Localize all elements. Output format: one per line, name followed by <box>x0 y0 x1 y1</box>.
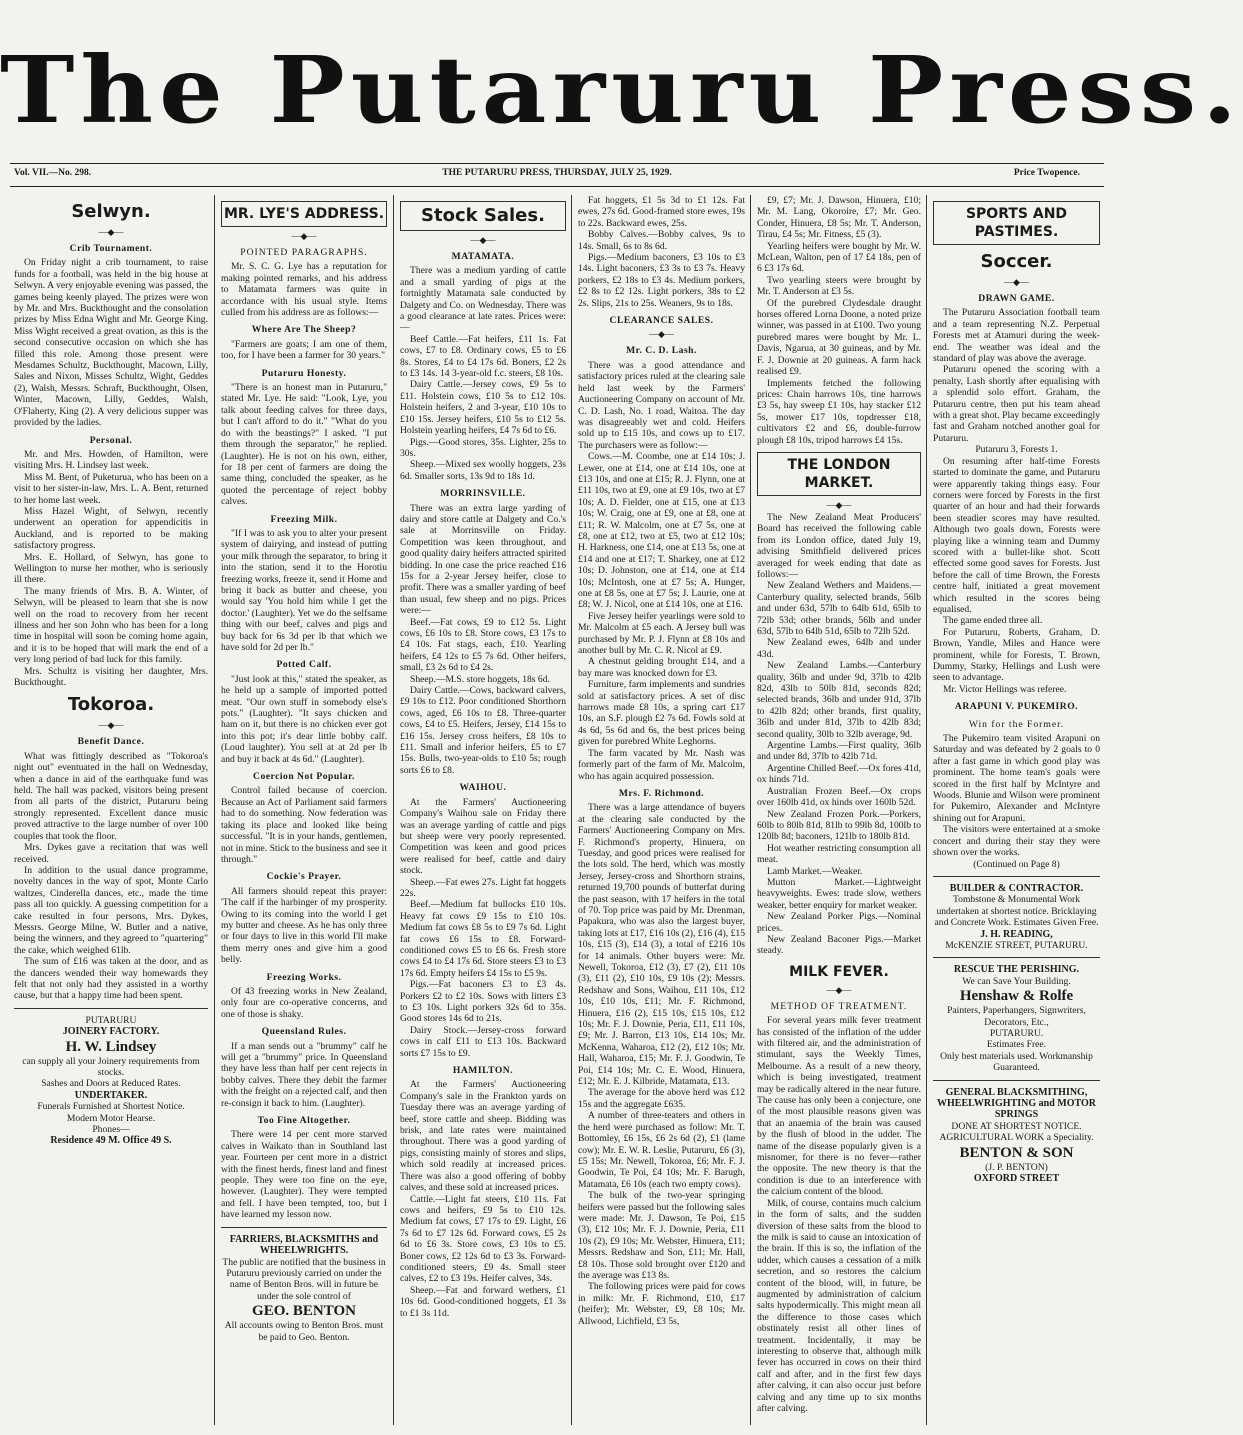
paragraph: There was a large attendance of buyers at the clearing sale conducted by the Farmers' Auctioneering Company on Mrs. F. Richmond's property, Hinuera, on Tuesday, and good prices were realised for the lots sold. The herd, which was mostly Jersey, Jersey-cross and Shorthorn strains, returned 19,700 pounds of butterfat during the past season, with 17 heifers in the total of 70. Top price was paid by Mr. Drenman, Papakura, who was also the largest buyer, taking lots at £17, £16 10s (2), £16 (4), £15 10s, £15 (3), £14 (3), a total of £216 10s for 14 animals. Other buyers were: Mr. Newell, Tokoroa, £12 (3), £7 (2), £11 10s (3), £11 (2), £10 10s, £9 10s (2); Messrs. Redshaw and Sons, Waihou, £11 10s, £12 10s, £10 10s, £11; Mr. F. Richmond, Hinuera, £16 (2), £15 10s, £15 10s, £12 10s; Mr. F. J. Downie, Peria, £11, £11 10s, £9; Mr. J. Barron, £13 10s, £14 10s; Mr. McKenna, Waharoa, £12 (2), £12 10s; Mr. Hall, Waharoa, £15; Mr. F. J. Goodwin, Te Poi, £14 10s; Mr. C. E. Wood, Hinuera, £12; Mr. E. J. Kilbride, Matamata, £13. <box>578 802 745 1088</box>
paragraph: Hot weather restricting consumption all meat. <box>757 842 921 866</box>
headline-london-market: THE LONDON MARKET. <box>757 452 921 496</box>
paragraph: What was fittingly described as "Tokoroa's night out" eventuated in the hall on Wednesday, when a dance in aid of the earthquake fund was held. The hall was packed, visitors being present from all parts of the district, Putaruru being strongly represented. Excellent dance music proved attractive to the large number of over 100 couples that took the floor. <box>14 750 208 842</box>
subhead: Benefit Dance. <box>77 736 145 748</box>
paragraph: The visitors were entertained at a smoke concert and during their stay they were shown over the works. <box>933 824 1100 859</box>
subhead: Mr. C. D. Lash. <box>626 345 697 357</box>
ad-line: McKENZIE STREET, PUTARURU. <box>945 939 1088 951</box>
paragraph: Sheep.—Mixed sex woolly hoggets, 23s 6d. Smaller sorts, 13s 9d to 18s 1d. <box>400 459 566 482</box>
paragraph: Pigs.—Medium baconers, £3 10s to £3 14s. Light baconers, £3 3s to £3 7s. Heavy porkers, £2 18s to £3 4s. Medium porkers, £2 8s to £2 12s. Light porkers, 38s to £2 2s. Slips, 21s to 25s. Weaners, 9s to 18s. <box>578 252 745 309</box>
paragraph: There was a medium yarding of cattle and a small yarding of pigs at the fortnightly Matamata sale conducted by Dalgety and Co. on Wednesday. There was a good clearance at late rates. Prices were:— <box>400 265 566 334</box>
headline-soccer: Soccer. <box>980 251 1053 272</box>
column-divider <box>926 195 927 1425</box>
ad-line: RESCUE THE PERISHING. <box>953 964 1080 976</box>
ad-divider <box>933 876 1100 877</box>
paragraph: Mr. and Mrs. Howden, of Hamilton, were visiting Mrs. H. Lindsey last week. <box>14 448 208 472</box>
divider-ornament: —◆— <box>1004 277 1029 287</box>
paragraph: The game ended three all. <box>943 615 1043 627</box>
dateline <box>14 168 1100 182</box>
paragraph: Putaruru 3, Forests 1. <box>975 444 1058 456</box>
subhead: MORRINSVILLE. <box>440 488 526 500</box>
subhead: METHOD OF TREATMENT. <box>770 1000 908 1012</box>
paragraph: There was a good attendance and satisfactory prices ruled at the clearing sale held last week by the Farmers' Auctioneering Company on account of Mr. C. D. Lash, No. 1 road, Waitoa. The day was disagreeably wet and cold. Heifers sold up to £15 10s, and cows up to £17. The purchasers were as follow:— <box>578 359 745 451</box>
paragraph: There was an extra large yarding of dairy and store cattle at Dalgety and Co.'s sale at Morrinsville on Friday. Competition was keen throughout, and good quality dairy heifers attracted spirited bidding. In one case the price reached £16 15s for a 2-year Jersey heifer, close to profit. There was a smaller yarding of beef than usual, few sheep and no pigs. Prices were:— <box>400 502 566 617</box>
paragraph: Cows.—M. Coombe, one at £14 10s; J. Lewer, one at £14, one at £14 10s, one at £13 10s, and one at £15; R. J. Flynn, one at £11 10s, two at £9, one at £9 10s, two at £7 10s; A. D. Fielder, one at £15, one at £13 10s; W. Craig, one at £9, one at £8, one at £11; R. W. Malcolm, one at £7 5s, one at £8, one at £12, two at £5, two at £12 10s; H. Harkness, one £14, one at £13 5s, one at £14 and one at £17; T. Sharkey, one at £12 10s; D. Johnston, one at £14, one at £14 10s; McIntosh, one at £7 5s; A. Hunger, one at £8 5s, one at £7 5s; J. Laurie, one at £8; W. J. Nicol, one at £14 10s, one at £16. <box>578 451 745 611</box>
ad-line: (J. P. BENTON) <box>985 1161 1048 1173</box>
paragraph: The many friends of Mrs. B. A. Winter, of Selwyn, will be pleased to learn that she is now well on the road to recovery from her recent illness and her son John who has been for a long time in hospital will soon be coming home again, and it is to be hoped that will mark the end of a very long period of bad luck for this family. <box>14 585 208 666</box>
paragraph: Sheep.—Fat ewes 27s. Light fat hoggets 22s. <box>400 876 566 899</box>
paragraph: The Putaruru Association football team and a team representing N.Z. Perpetual Forests met at Atamuri during the week-end. The weather was ideal and the standard of play was above the average. <box>933 307 1100 365</box>
divider-ornament: —◆— <box>826 499 852 510</box>
subhead: Cockie's Prayer. <box>266 871 342 883</box>
subhead: Coercion Not Popular. <box>253 771 355 783</box>
paragraph: New Zealand Wethers and Maidens.—Canterbury quality, selected brands, 56lb and under 63d, 57lb to 64lb 61d, 65lb to 72lb 53d; other brands, 56lb and under 63d, 57lb to 64lb 51d, 65lb to 72lb 52d. <box>757 580 921 637</box>
paragraph: Five Jersey heifer yearlings were sold to Mr. Malcolm at £5 each. A Jersey bull was purchased by Mr. P. J. Flynn at £8 10s and another bull by Mr. C. R. Nicol at £9. <box>578 610 745 657</box>
divider-ornament: —◆— <box>826 984 852 995</box>
ad-line: GENERAL BLACKSMITHING, WHEELWRIGHTING and MOTOR SPRINGS <box>937 1086 1096 1121</box>
ad-name: Henshaw & Rolfe <box>959 988 1074 1005</box>
paragraph: Implements fetched the following prices: Chain harrows 10s, tine harrows £3 5s, hay sweep £1 10s, hay stacker £12 5s, mower £17 10s, topdresser £18, cultivators £2 and £6, double-furrow plough £8 10s, tripod harrows £4 15s. <box>757 377 921 446</box>
paragraph: "Just look at this," stated the speaker, as he held up a sample of imported potted meat. "Our own stuff in somebody else's pots." (Laughter). "It says chicken and ham on it, but there is no chicken ever got into this pot; it's dear little bobby calf. (Loud laughter). You sell at at 2d per lb and buy it back at 4s 6d." (Laughter). <box>221 673 387 765</box>
paragraph: £9, £7; Mr. J. Dawson, Hinuera, £10; Mr. M. Lang, Okoroire, £7; Mr. Geo. Conder, Hinuera, £8 5s; Mr. T. Anderson, Tirau, £4 5s; Mr. Fitness, £5 (3). <box>757 195 921 241</box>
masthead-title: The Putaruru Press. <box>0 35 1243 145</box>
subhead: Personal. <box>89 434 133 446</box>
ad-line: Residence 49 M. Office 49 S. <box>50 1135 172 1147</box>
paragraph: A chestnut gelding brought £14, and a bay mare was knocked down for £3. <box>578 656 745 679</box>
subhead: WAIHOU. <box>459 782 507 794</box>
subhead: Where Are The Sheep? <box>251 324 357 336</box>
issue-date: THE PUTARURU PRESS, THURSDAY, JULY 25, 1929. <box>442 168 672 178</box>
paragraph: "Farmers are goats; I am one of them, too, for I have been a farmer for 30 years." <box>221 338 387 362</box>
ad-line: J. H. READING, <box>980 928 1053 940</box>
paragraph: For several years milk fever treatment has consisted of the inflation of the udder with filtered air, and the administration of stimulant, says the Weekly Times, Melbourne. As a result of a new theory, which is being investigated, treatment may be radically altered in the near future. The cause has only been a conjecture, one of the most plausible reasons given was that an anaemia of the brain was caused by the flush of blood in the udder. The name of the disease popularly given is a misnomer, for there is no fever—rather the opposite. The new theory is that the condition is due to an interference with the calcium content of the blood. <box>757 1015 921 1198</box>
paragraph: A number of three-teaters and others in the herd were purchased as follow: Mr. T. Bottomley, £6 15s, £6 2s 6d (2), £1 (lame cow); Mr. E. W. R. Leslie, Putaruru, £6 (3), £5 15s; Mr. Newell, Tokoroa, £6; Mr. F. J. Goodwin, Te Poi, £4 10s; Mr. F. Barugh, Matamata, £6 10s (each two empty cows). <box>578 1110 745 1190</box>
paragraph: Argentine Chilled Beef.—Ox fores 41d, ox hinds 71d. <box>757 762 921 786</box>
paragraph: Sheep.—M.S. store hoggets, 18s 6d. <box>410 673 550 685</box>
paragraph: Pigs.—Fat baconers £3 to £3 4s. Porkers £2 to £2 10s. Sows with litters £3 to £3 10s. Light porkers 32s 6d to 35s. Good stores 14s 6d to 21s. <box>400 979 566 1025</box>
divider-ornament: —◆— <box>98 720 124 731</box>
top-rule <box>10 163 1104 164</box>
subhead: Freezing Milk. <box>270 513 338 525</box>
header-rule <box>10 186 1104 187</box>
subhead: Putaruru Honesty. <box>261 367 347 379</box>
advertisement-lindsey <box>14 1015 208 1147</box>
paragraph: "There is an honest man in Putaruru," stated Mr. Lye. He said: "Look, Lye, you talk about feeding calves for three days, but I can't afford to do it." "What do you do with the beastings?" I asked. "I put them through the separator," he replied. (Laughter). He is not on his own, either, for 18 per cent of farmers are doing the same thing, concluded the speaker, as he quoted the percentage of reject bobby calves. <box>221 382 387 508</box>
divider-ornament: —◆— <box>470 235 496 245</box>
paragraph: Mrs. Dykes gave a recitation that was well received. <box>14 842 208 865</box>
paragraph: Furniture, farm implements and sundries sold at satisfactory prices. A set of disc harrows made £8 10s, a spring cart £17 10s, an S.F. plough £2 7s 6d. Fowls sold at 4s 6d, 5s 6d and 6s, the best prices being given for purebred White Leghorns. <box>578 679 745 748</box>
paragraph: Lamb Market.—Weaker. <box>767 865 863 877</box>
headline-lyes-address: MR. LYE'S ADDRESS. <box>221 201 387 227</box>
ad-line: Estimates Free. <box>986 1039 1047 1051</box>
paragraph: The New Zealand Meat Producers' Board has received the following cable from its London office, dated July 19, advising Smithfield delivered prices averaged for week ending that date as follows:— <box>757 511 921 580</box>
column-2 <box>221 195 387 1425</box>
ad-line: UNDERTAKER. <box>74 1089 148 1101</box>
paragraph: Miss M. Bent, of Puketurua, who has been on a visit to her sister-in-law, Mrs. L. A. Bent, returned to her home last week. <box>14 471 208 506</box>
subhead: Crib Tournament. <box>69 243 153 254</box>
paragraph: Miss Hazel Wight, of Selwyn, recently underwent an operation for appendicitis in Auckland, and is reported to be making satisfactory progress. <box>14 505 208 552</box>
subhead: HAMILTON. <box>452 1065 514 1077</box>
ad-line: The public are notified that the business in Putaruru previously carried on under the name of Benton Bros. will in future be under the sole control of <box>222 1256 386 1302</box>
subhead: MATAMATA. <box>451 251 515 262</box>
column-divider <box>214 195 215 1425</box>
ad-name: H. W. Lindsey <box>65 1038 157 1055</box>
paragraph: On Friday night a crib tournament, to raise funds for a football, was held in the big house at Selwyn. A very enjoyable evening was passed, the games being keenly played. The prizes were won by Mr. and Mrs. Buckthought and the consolation prizes by Miss Edna Wight and Mr. George King. Miss Wight received a great ovation, as this is the second consecutive occasion on which she has filled this role. Among those present were Mesdames Schultz, Buckthought, Macown, Lilly, Sales and Nixon, Misses Schultz, Wight, Geddes (2), Walsh, Messrs. Schraft, Buckthought, Olsen, Winter, Macown, Lilly, Geddes, Walsh, O'Flaherty, King (2). A very delicious supper was provided by the ladies. <box>14 257 208 429</box>
divider-ornament: —◆— <box>649 329 674 340</box>
ad-line: JOINERY FACTORY. <box>62 1026 160 1038</box>
paragraph: Pigs.—Good stores, 35s. Lighter, 25s to 30s. <box>400 436 566 459</box>
ad-line: Painters, Paperhangers, Signwriters, Decorators, Etc., <box>947 1005 1086 1028</box>
paragraph: On resuming after half-time Forests started to dominate the game, and Putaruru were apparently taking things easy. Four corners were forced by Forests in the first quarter of an hour and had their forwards been steadier scores may have resulted. Although two goals down, Forests were playing like a winning team and Dummy scored with a bullet-like shot. Scott effected some good saves for Forests. Just before the call of time Brown, the Forests centre half, initiated a great movement which resulted in the scores being equalised. <box>933 455 1100 615</box>
paragraph: The sum of £16 was taken at the door, and as the dancers wended their way homewards they felt that not only had they assisted in a worthy cause, but that a happy time had been spent. <box>14 956 208 1002</box>
subhead: ARAPUNI V. PUKEMIRO. <box>954 701 1079 713</box>
ad-name: GEO. BENTON <box>252 1303 356 1320</box>
ad-name: BENTON & SON <box>959 1144 1074 1161</box>
advertisement-benton <box>221 1234 387 1343</box>
paragraph: At the Farmers' Auctioneering Company's Waihou sale on Friday there was an average yarding of cattle and pigs but sheep were very poorly represented. Competition was keen and good prices were realised for beef, cattle and dairy stock. <box>400 796 566 877</box>
price: Price Twopence. <box>1013 168 1080 178</box>
paragraph: Dairy Cattle.—Jersey cows, £9 5s to £11. Holstein cows, £10 5s to £12 10s. Holstein heifers, 2 and 3-year, £10 10s to £10 15s. Jersey heifers, £10 5s to £12 5s. Holstein yearling heifers, £4 7s 6d to £6. <box>400 379 566 437</box>
ad-line: PUTARURU <box>85 1014 137 1026</box>
ad-line: Phones— <box>92 1124 130 1136</box>
paragraph: Sheep.—Fat and forward wethers, £1 10s 6d. Good-conditioned hoggets, £1 3s to £1 3s 11d. <box>400 1284 566 1319</box>
subhead: Mrs. F. Richmond. <box>618 787 705 799</box>
paragraph: The Pukemiro team visited Arapuni on Saturday and was defeated by 2 goals to 0 after a fast game in which good play was prominent. The home team's goals were scored in the first half by McIntyre and Woods. Blunie and Wilson were prominent for Pukemiro, Alexander and McIntyre shining out for Arapuni. <box>933 733 1100 824</box>
ad-line: Funerals Furnished at Shortest Notice. <box>37 1101 185 1113</box>
ad-line: We can Save Your Building. <box>962 975 1071 987</box>
paragraph: Two yearling steers were brought by Mr. T. Anderson at £3 5s. <box>757 274 921 298</box>
ad-line: All accounts owing to Benton Bros. must be paid to Geo. Benton. <box>224 1320 384 1343</box>
paragraph: Control failed because of coercion. Because an Act of Parliament said farmers had to do something. Now federation was taking its place and looked like being successful. "It is in your hands, gentlemen, not in mine. Stick to the business and see it through." <box>221 785 387 865</box>
column-3 <box>400 195 566 1425</box>
divider-ornament: —◆— <box>98 227 124 237</box>
ad-line: PUTARURU. <box>989 1027 1044 1039</box>
paragraph: If a man sends out a "brummy" calf he will get a "brummy" price. In Queensland they have less than half per cent rejects in bobby calves. There they debit the farmer with the freight on a rejected calf, and then re-consign it back to him. (Laughter). <box>221 1040 387 1109</box>
paragraph: New Zealand Frozen Pork.—Porkers, 60lb to 80lb 81d, 81lb to 99lb 8d, 100lb to 120lb 8d; baconers, 121lb to 180lb 81d. <box>757 808 921 843</box>
paragraph: In addition to the usual dance programme, novelty dances in the way of spot, Monte Carlo waltzes, Cinderella dances, etc., made the time pass all too quickly. A guessing competition for a cake resulted in four persons, Mrs. Dykes, Messrs. George Milne, W. Butler and a native, being the winners, and they agreed to "quartering" the cake, which weighed 61lb. <box>14 864 208 956</box>
paragraph: Of the purebred Clydesdale draught horses offered Lorna Doone, a noted prize winner, was passed in at £100. Two young purebred mares were bought by Mr. L. Davis, Ngarua, at 30 guineas, and by Mr. F. J. Downie at 20 guineas. A farm hack realised £9. <box>757 297 921 378</box>
advertisement-reading <box>933 883 1100 951</box>
headline-selwyn: Selwyn. <box>71 201 151 222</box>
paragraph: New Zealand Porker Pigs.—Nominal prices. <box>757 911 921 934</box>
paragraph: Beef Cattle.—Fat heifers, £11 1s. Fat cows, £7 to £8. Ordinary cows, £5 to £6 8s. Stores, £4 to £4 17s 6d. Boners, £2 2s to £3 14s. 14 3-year-old f.c. steers, £8 10s. <box>400 333 566 380</box>
subhead: Freezing Works. <box>266 971 342 983</box>
paragraph: Mrs. E. Hollard, of Selwyn, has gone to Wellington to nurse her mother, who is seriously ill there. <box>14 551 208 586</box>
column-divider <box>571 195 572 1425</box>
masthead <box>0 30 1243 150</box>
headline-tokoroa: Tokoroa. <box>67 694 155 716</box>
column-6 <box>933 195 1100 1425</box>
column-5 <box>757 195 921 1425</box>
subhead: Queensland Rules. <box>261 1026 347 1038</box>
paragraph: "If I was to ask you to alter your present system of dairying, and instead of putting your milk through the separator, to bring it into the station, send it to the Horotiu freezing works, freeze it, send it Home and bring it back as butter and cheese, you would say 'You hold him while I get the doctor.' (Laughter). Yet we do the selfsame thing with our beef, calves and pigs and buy back for 6s 3d per lb that which we have sold for 2d per lb." <box>221 527 387 653</box>
paragraph: Mrs. Schultz is visiting her daughter, Mrs. Buckthought. <box>14 665 208 689</box>
paragraph: New Zealand Lambs.—Canterbury quality, 36lb and under 9d, 37lb to 42lb 82d, 43lb to 50lb 81d, seconds 82d; selected brands, 36lb and under 91d, 37lb to 42lb 82d; other brands, first quality, 36lb and under 81d, 37lb to 42lb 83d; second quality, 30lb to 32lb average, 9d. <box>757 660 921 740</box>
paragraph: Milk, of course, contains much calcium in the form of salts, and the sudden diversion of these salts from the blood to the milk is said to cause an intoxication of the brain. If this is so, the inflation of the udder, which causes a cessation of a milk secretion, and so restores the calcium content of the blood, will, in future, be augmented by administration of calcium salts hypodermically. This might mean all the difference to those cases which obstinately resist all other lines of treatment. Incidentally, it may be interesting to observe that, although milk fever has occurred in cows on their third calf and after, and in the first few days after calving, it can also occur just before calving and any time up to six months after calving. <box>757 1197 921 1414</box>
paragraph: Dairy Stock.—Jersey-cross forward cows in calf £11 to £13 10s. Backward sorts £7 15s to £9. <box>400 1024 566 1059</box>
paragraph: Of 43 freezing works in New Zealand, only four are co-operative concerns, and one of those is shaky. <box>221 985 387 1020</box>
divider-ornament: —◆— <box>291 231 317 241</box>
headline-stock-sales: Stock Sales. <box>400 201 566 231</box>
paragraph: Bobby Calves.—Bobby calves, 9s to 14s. Small, 6s to 8s 6d. <box>578 229 745 252</box>
ad-line: BUILDER & CONTRACTOR. <box>949 882 1084 894</box>
paragraph: New Zealand Baconer Pigs.—Market steady. <box>757 933 921 957</box>
subhead: Win for the Former. <box>968 718 1065 730</box>
paragraph: Mr. Victor Hellings was referee. <box>943 683 1067 695</box>
ad-line: Sashes and Doors at Reduced Rates. <box>41 1078 181 1090</box>
headline-sports: SPORTS AND PASTIMES. <box>933 201 1100 245</box>
paragraph: There were 14 per cent more starved calves in Waikato than in Southland last year. Fourteen per cent more in a district with the finest herds, finest land and finest people. They were too fine on the eye, however. (Laughter). They were tempted and fell. I have been tempted, too, but I have learned my lesson now. <box>221 1129 387 1221</box>
column-1 <box>14 195 208 1425</box>
ad-divider <box>933 1080 1100 1081</box>
paragraph: The farm vacated by Mr. Nash was formerly part of the farm of Mr. Malcolm, who has again acquired possession. <box>578 747 745 782</box>
ad-line: DONE AT SHORTEST NOTICE. AGRICULTURAL WORK a Speciality. <box>939 1120 1094 1144</box>
headline-milk-fever: MILK FEVER. <box>789 963 889 980</box>
continued-note: (Continued on Page 8) <box>973 858 1060 870</box>
column-4 <box>578 195 745 1425</box>
subhead: POINTED PARAGRAPHS. <box>240 247 368 258</box>
paragraph: The following prices were paid for cows in milk: Mr. F. Richmond, £10, £17 (heifer); Mr. Webster, £9, £8 10s; Mr. Allwood, Lichfield, £3 5s, <box>578 1281 745 1327</box>
paragraph: Fat hoggets, £1 5s 3d to £1 12s. Fat ewes, 27s 6d. Good-framed store ewes, 19s to 22s. Backward ewes, 25s. <box>578 195 745 229</box>
volume-number: Vol. VII.—No. 298. <box>14 168 92 178</box>
column-divider <box>750 195 751 1425</box>
subhead: DRAWN GAME. <box>978 293 1055 304</box>
paragraph: Putaruru opened the scoring with a penalty, Lash shortly after equalising with a splendid solo effort. Graham, the Putaruru centre, then put his team ahead with a great shot. Play became exceedingly fast and Graham notched another goal for Putaruru. <box>933 364 1100 444</box>
paragraph: For Putaruru, Roberts, Graham, D. Brown, Yandle, Miles and Hance were prominent, while for Forests, T. Brown, Dummy, Starky, Hellings and Lush were seen to advantage. <box>933 626 1100 684</box>
paragraph: Beef.—Medium fat bullocks £10 10s. Heavy fat cows £9 15s to £10 10s. Medium fat cows £8 5s to £9 7s 6d. Light fat cows £6 15s to £8. Forward-conditioned cows £5 to £6 6s. Fresh store cows £4 to £4 17s 6d. Store steers £3 to £3 17s 6d. Empty heifers £4 15s to £5 9s. <box>400 899 566 979</box>
ad-line: Modern Motor Hearse. <box>66 1112 156 1124</box>
ad-line: FARRIERS, BLACKSMITHS and WHEELWRIGHTS. <box>229 1233 379 1257</box>
ad-divider <box>933 957 1100 958</box>
paragraph: New Zealand ewes, 64lb and under 43d. <box>757 637 921 660</box>
subhead: Too Fine Altogether. <box>257 1115 351 1127</box>
advertisement-henshaw-rolfe <box>933 964 1100 1073</box>
column-divider <box>393 195 394 1425</box>
paragraph: At the Farmers' Auctioneering Company's sale in the Frankton yards on Tuesday there was an average yarding of beef, store cattle and sheep. Bidding was brisk, and late rates were maintained throughout. There was a good yarding of pigs, consisting mainly of stores and slips, which sold readily at increased prices. There was also a good offering of bobby calves, and these sold at increased prices. <box>400 1079 566 1194</box>
paragraph: Cattle.—Light fat steers, £10 11s. Fat cows and heifers, £9 5s to £10 12s. Medium fat cows, £7 17s to £9. Light, £6 7s 6d to £7 12s 6d. Forward cows, £5 2s 6d to £6 3s. Store cows, £3 10s to £5. Boner cows, £2 12s 6d to £3 3s. Forward-conditioned steers, £9 4s. Small steer calves, £2 to £3 19s. Heifer calves, 34s. <box>400 1193 566 1285</box>
paragraph: Argentine Lambs.—First quality, 36lb and under 8d, 37lb to 42lb 71d. <box>757 740 921 763</box>
ad-line: Only best materials used. Workmanship Guaranteed. <box>940 1050 1093 1074</box>
ad-divider <box>221 1227 387 1228</box>
paragraph: Mutton Market.—Lightweight heavyweights. Ewes: trade slow, wethers weaker, better enquiry for market weaker. <box>757 876 921 911</box>
advertisement-benton-son <box>933 1087 1100 1185</box>
ad-line: can supply all your Joinery requirements from stocks. <box>22 1055 200 1078</box>
subhead: CLEARANCE SALES. <box>609 315 714 327</box>
paragraph: Australian Frozen Beef.—Ox crops over 160lb 41d, ox hinds over 160lb 52d. <box>757 785 921 809</box>
paragraph: The average for the above herd was £12 15s and the aggregate £635. <box>578 1087 745 1110</box>
paragraph: Mr. S. C. G. Lye has a reputation for making pointed remarks, and his address to Matamata farmers was quite in accordance with his usual style. Items culled from his address are as follows:— <box>221 261 387 319</box>
paragraph: Dairy Cattle.—Cows, backward calvers, £9 10s to £12. Poor conditioned Shorthorn cows, aged, £6 10s to £8. Three-quarter cows, £4 to £5. Heifers, Jersey, £14 15s to £16 15s. Jersey cross heifers, £8 10s to £11. Small and inferior heifers, £5 to £7 15s. Bulls, two-year-olds to £10 5s; rough sorts £6 to £8. <box>400 685 566 776</box>
paragraph: Yearling heifers were bought by Mr. W. McLean, Walton, pen of 17 £4 18s, pen of 6 £3 17s 6d. <box>757 240 921 275</box>
ad-line: OXFORD STREET <box>973 1173 1060 1185</box>
paragraph: All farmers should repeat this prayer: 'The calf if the harbinger of my prosperity. Owing to its coming into the world I get my butter and cheese. As he has only three or four days to live in this world I'll make them merry ones and give him a good belly. <box>221 885 387 966</box>
ad-line: Tombstone & Monumental Work undertaken at shortest notice. Bricklaying and Concrete Work. Estimates Given Free. <box>934 894 1099 929</box>
ad-divider <box>14 1008 208 1009</box>
paragraph: Beef.—Fat cows, £9 to £12 5s. Light cows, £6 10s to £8. Store cows, £3 17s to £4 10s. Fat stags, each, £10. Yearling heifers, £4 12s to £5 7s 6d. Other heifers, small, £3 2s 6d to £4 2s. <box>400 616 566 674</box>
paragraph: The bulk of the two-year springing heifers were passed but the following sales were made: Mr. J. Dawson, Te Poi, £15 (3), £12 10s; Mr. F. J. Downie, Peria, £11 10s (2), £9 10s; Mr. Webster, Hinuera, £11; Messrs. Redshaw and Son, £11; Mr. Hall, £8 10s. Those sold brought over £120 and the average was £13 8s. <box>578 1190 745 1281</box>
subhead: Potted Calf. <box>276 659 332 671</box>
